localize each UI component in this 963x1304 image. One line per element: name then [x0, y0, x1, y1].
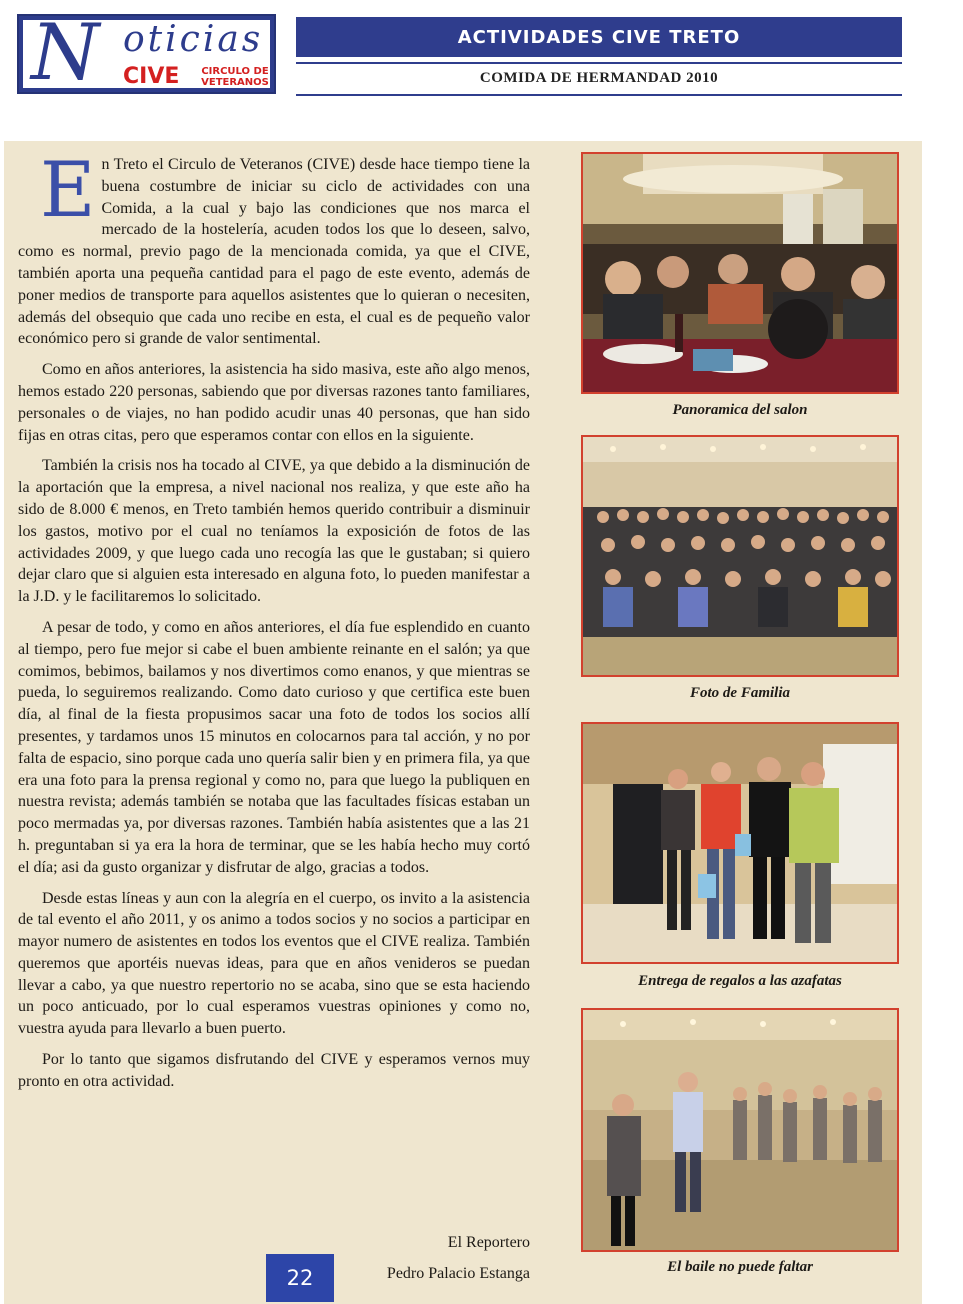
article-paragraph: Como en años anteriores, la asistencia ha sido masiva, este año algo menos, hemos estado 220 personas, sabiendo que por diversas razones tanto familiares, personales o de viajes, no han podido acudir unas 40 personas, que han sido fijas en otras citas, pero que esperamos contar con ellos en la siguiente.: [18, 361, 530, 444]
photo-gifts-hostesses: [581, 722, 899, 964]
photo-dancing: [581, 1008, 899, 1252]
logo-brand-subtitle: CIRCULO DE VETERANOS: [201, 66, 269, 88]
photo-dining-hall: [581, 152, 899, 394]
article-paragraph: A pesar de todo, y como en años anteriores, el día fue esplendido en cuanto al tiempo, pero fue mejor si cabe el buen ambiente reinante en el salón; ya que comimos, bebimos, bailamos y nos divertimos como enanos, y que mientras se pueda, lo seguiremos realizando. Como dato curioso y que certifica este buen día, al final de la fiesta propusimos sacar una foto de todos los socios allí presentes, y tardamos unos 15 minutos en colocarnos para tal acción, y no por falta de espacio, sino porque cada uno quería salir bien y en primera fila, ya que era una foto para la prensa regional y como no, para que luego la publiquen en nuestra revista; además también se notaba que las facultades físicas estaban un poco mermadas ya, por diversas razones. También había asistentes que a las 21 h. preguntaban si ya era la hora de terminar, que se les había hecho muy cortó el día; asi da gusto organizar y disfrutar de algo, gracias a todos.: [18, 618, 530, 876]
article-body: [18, 145, 530, 1102]
photo-caption: Entrega de regalos a las azafatas: [638, 973, 842, 989]
page-number-badge: 22: [266, 1254, 334, 1302]
article-paragraph: En Treto el Circulo de Veteranos (CIVE) desde hace tiempo tiene la buena costumbre de iniciar su ciclo de actividades con una Comida, a la cual y bajo las condiciones que nos marca el mercado de la hostelería, acuden todos los que lo deseen, salvo, como es normal, previo pago de la mencionada comida, ya que el CIVE, también aporta una pequeña cantidad para el pago de este evento, además de poner medios de transporte para aquellos asistentes que lo quieran o necesiten, además del obsequio que cada uno recibe en esta, el cual es de pequeño valor económico pero si grande de valor sentimental.: [18, 145, 530, 348]
logo-word: oticias: [123, 19, 264, 60]
drop-cap: E: [40, 145, 96, 234]
photo-caption: El baile no puede faltar: [667, 1259, 813, 1275]
article-paragraph: Por lo tanto que sigamos disfrutando del CIVE y esperamos vernos muy pronto en otra actividad.: [18, 1051, 530, 1090]
article-paragraph: También la crisis nos ha tocado al CIVE, ya que debido a la disminución de la aportación que la empresa, a nivel nacional nos realiza, y que este año ha sido de 8.000 € menos, en Treto también hemos querido contribuir a disminuir los gastos, motivo por el cual no teníamos la exposición de fotos de las actividades 2009, y que luego cada uno recogía las que le gustaban; si quiero dejar claro que si alguien esta interesado en alguna foto, lo pueden manifestar a la J.D. y le facilitaremos lo solicitado.: [18, 457, 530, 606]
section-title-bar: ACTIVIDADES CIVE TRETO: [296, 17, 902, 57]
article-paragraph: Desde estas líneas y aun con la alegría en el cuerpo, os invito a la asistencia de tal evento el año 2011, y os animo a todos socios y no socios a participar en mayor numero de asistentes en todos los eventos que el CIVE realiza. También queremos que aportéis nuevas ideas, para que en años venideros se puedan llevar a cabo, ya que nuestro repertorio no se acaba, sino que se esta haciendo un poco anticuado, por lo cual esperamos vuestras opiniones y como no, vuestra ayuda para llevarlo a buen puerto.: [18, 889, 530, 1038]
photo-caption: Panoramica del salon: [672, 402, 808, 418]
logo-brand: CIVE: [123, 64, 180, 89]
signature-role: El Reportero: [447, 1234, 530, 1251]
logo-initial: N: [31, 8, 100, 98]
article-subtitle: COMIDA DE HERMANDAD 2010: [479, 70, 719, 86]
signature-name: Pedro Palacio Estanga: [386, 1265, 530, 1282]
photo-caption: Foto de Familia: [689, 685, 790, 701]
photo-family-group: [581, 435, 899, 677]
noticias-cive-logo: [17, 8, 276, 98]
header-rule-top: [296, 62, 902, 64]
header-rule-bottom: [296, 94, 902, 96]
